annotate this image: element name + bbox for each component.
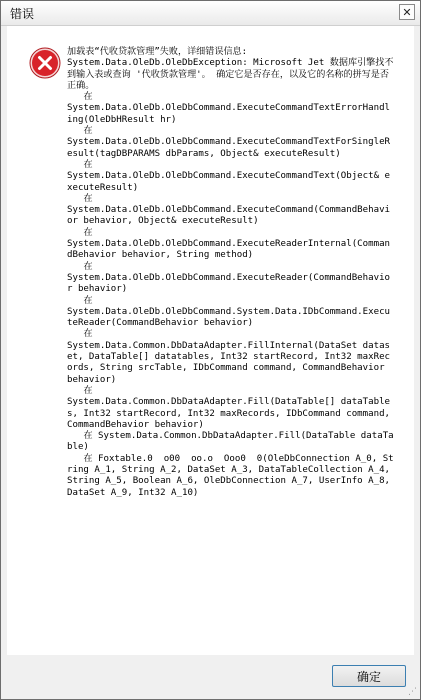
close-button[interactable] [399,4,415,20]
error-message-text: 加载表“代收贷款管理”失败，详细错误信息: System.Data.OleDb.OleDbException: Microsoft Jet 数据库引擎找不到输入表或查询 '代收货款管理'。 确定它是否存在，以及它的名称的拼写是否正确。 在 System.Data.OleDb.OleDbCommand.ExecuteCommandTextErrorHandling(OleDbHResult hr) 在 System.Data.OleDb.OleDbCommand.ExecuteCommandTextForSingleResult(tagDBPARAMS dbParams, Object& executeResult) 在 System.Data.OleDb.OleDbCommand.ExecuteCommandText(Object& executeResult) 在 System.Data.OleDb.OleDbCommand.ExecuteCommand(CommandBehavior behavior, Object& executeResult) 在 System.Data.OleDb.OleDbCommand.ExecuteReaderInternal(CommandBehavior behavior, String method) 在 System.Data.OleDb.OleDbCommand.ExecuteReader(CommandBehavior behavior) 在 System.Data.OleDb.OleDbCommand.System.Data.IDbCommand.ExecuteReader(CommandBehavior behavior) 在 System.Data.Common.DbDataAdapter.FillInternal(DataSet dataset, DataTable[] datatables, Int32 startRecord, Int32 maxRecords, String srcTable, IDbCommand command, CommandBehavior behavior) 在 System.Data.Common.DbDataAdapter.Fill(DataTable[] dataTables, Int32 startRecord, Int32 maxRecords, IDbCommand command, CommandBehavior behavior) 在 System.Data.Common.DbDataAdapter.Fill(DataTable dataTable) 在 Foxtable.0 o00 oo.o Ooo0 0(OleDbConnection A_0, String A_1, String A_2, DataSet A_3, DataTableCollection A_4, String A_5, Boolean A_6, OleDbConnection A_7, UserInfo A_8, DataSet A_9, Int32 A_10) [67,47,394,498]
message-area [7,26,414,655]
error-icon [29,47,61,79]
title-bar[interactable] [1,1,420,26]
close-icon: ✕ [402,5,412,19]
ok-button[interactable]: 确定 [332,665,406,687]
dialog-footer [1,655,420,699]
resize-grip-icon[interactable]: ⋰ [408,687,417,697]
window-title: 错误 [10,7,35,21]
